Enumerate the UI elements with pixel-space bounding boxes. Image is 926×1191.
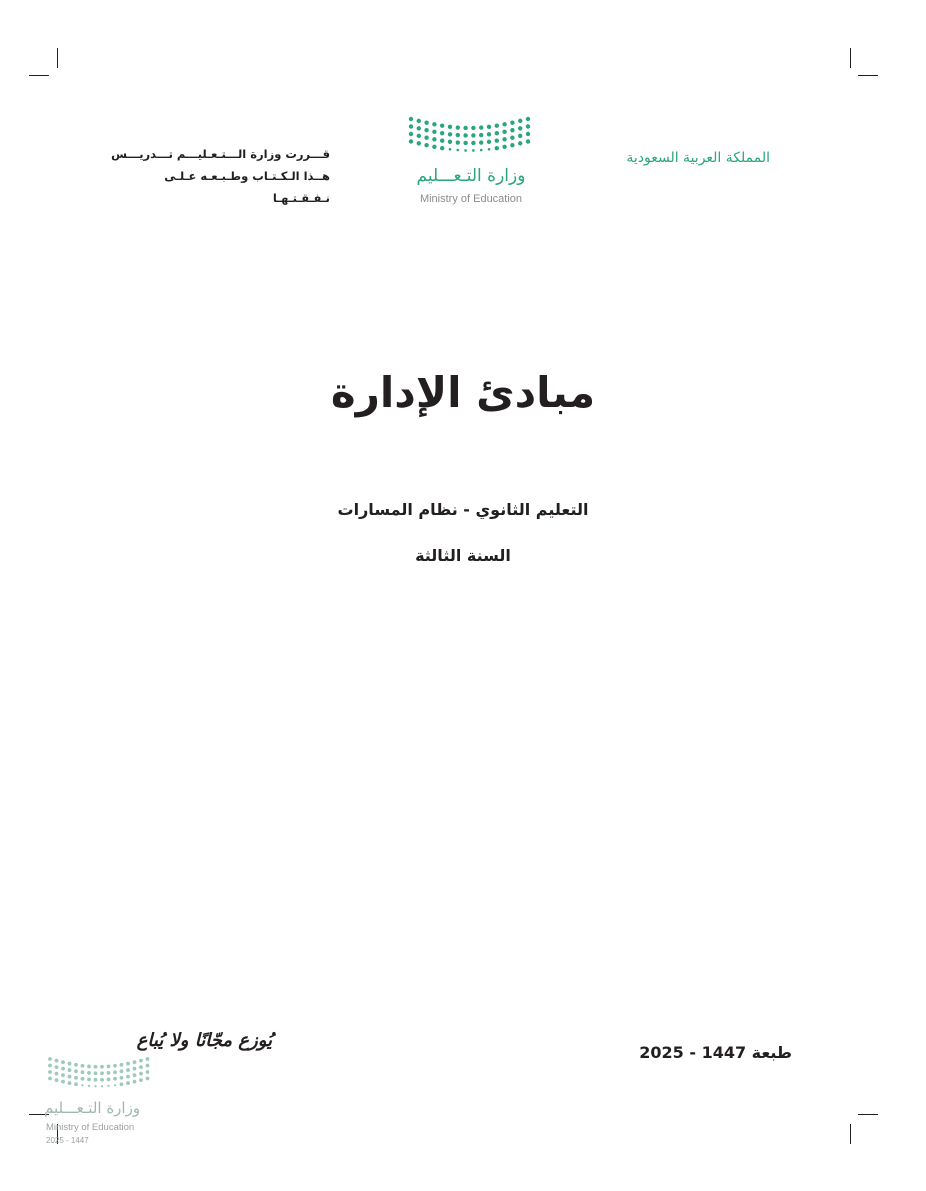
kingdom-label: المملكة العربية السعودية (626, 150, 770, 166)
book-subtitle: التعليم الثانوي - نظام المسارات (337, 500, 589, 519)
edition-label: طبعة 1447 - 2025 (639, 1043, 792, 1062)
footer-years: 2025 - 1447 (46, 1136, 89, 1145)
crop-mark (850, 1124, 851, 1144)
crop-mark (858, 1114, 878, 1115)
ministry-name-english: Ministry of Education (419, 193, 523, 205)
approval-line-1: قـــررت وزارة الـــتـعـليـــم تـــدريـــس (111, 147, 330, 161)
free-distribution-note: يُوزع مجّانًا ولا يُباع (136, 1030, 272, 1051)
ministry-name-arabic-footer: وزارة التـعـــليم (44, 1099, 141, 1117)
approval-line-2: هــذا الـكـتـاب وطـبـعـه عـلـى نـفـقـتـهـا (164, 169, 330, 205)
crop-mark (57, 48, 58, 68)
approval-statement (110, 143, 330, 209)
ministry-name-arabic: وزارة التـعـــليم (416, 166, 526, 186)
book-title: مبادئ الإدارة (330, 368, 596, 417)
crop-mark (850, 48, 851, 68)
crop-mark (858, 75, 878, 76)
school-year: السنة الثالثة (415, 546, 511, 565)
ministry-of-education-logo-icon (44, 1054, 154, 1090)
crop-mark (29, 75, 49, 76)
ministry-name-english-footer: Ministry of Education (46, 1122, 135, 1133)
